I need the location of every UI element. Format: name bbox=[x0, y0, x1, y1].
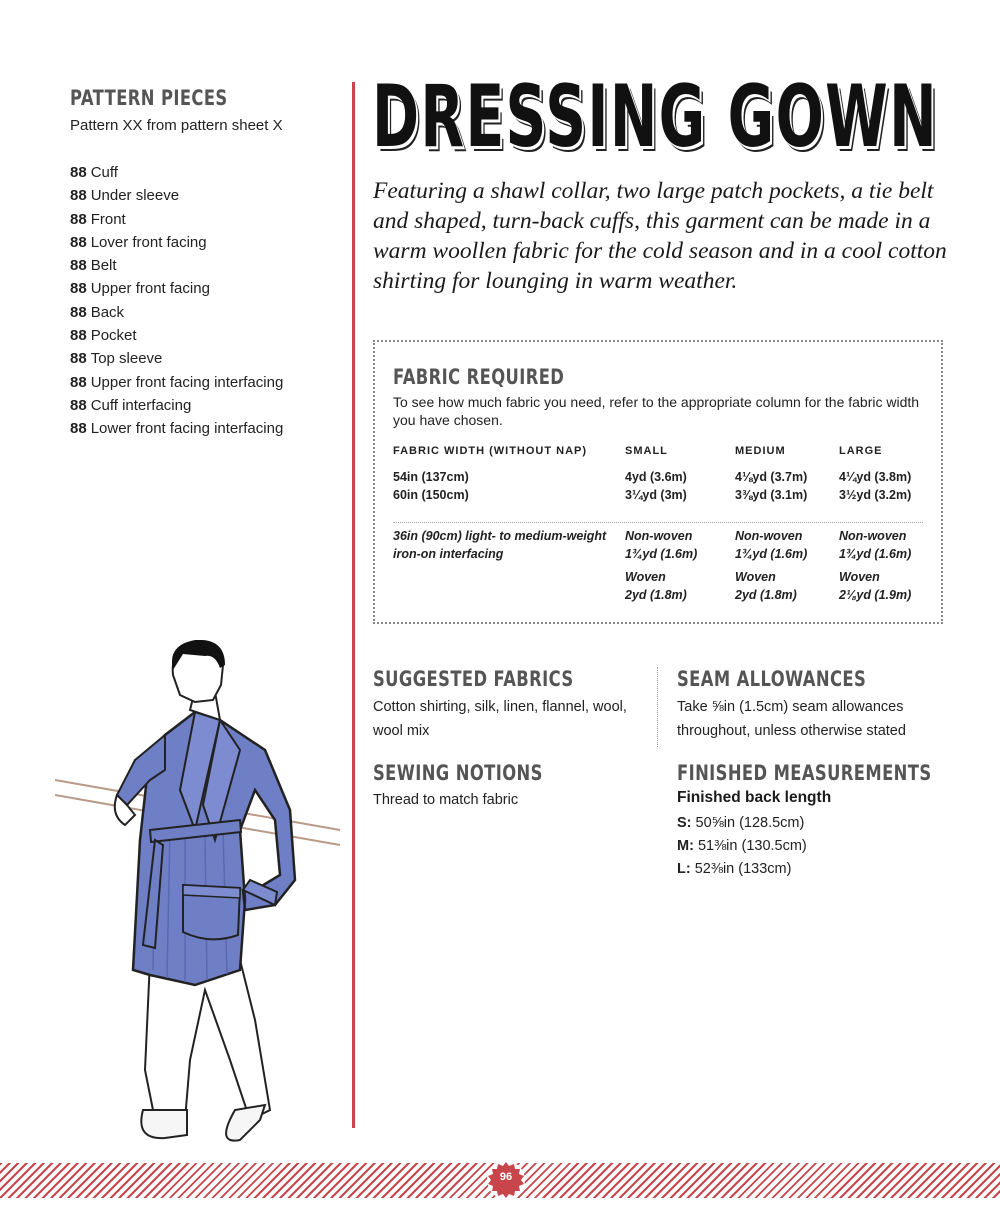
measurement-row: L: 52⅜in (133cm) bbox=[677, 861, 792, 877]
sewing-notions-heading: SEWING NOTIONS bbox=[373, 761, 543, 785]
suggested-fabrics-heading: SUGGESTED FABRICS bbox=[373, 667, 574, 691]
table-cell: 1¾yd (1.6m) bbox=[839, 547, 912, 561]
finished-measurements-heading: FINISHED MEASUREMENTS bbox=[677, 761, 932, 785]
section-divider bbox=[657, 667, 658, 747]
list-item: 88 Upper front facing interfacing bbox=[70, 373, 284, 391]
table-cell: Non-woven bbox=[625, 529, 693, 543]
sewing-notions-text: Thread to match fabric bbox=[373, 792, 519, 808]
table-cell: Woven bbox=[735, 570, 776, 584]
table-cell: iron-on interfacing bbox=[393, 547, 504, 561]
list-item: 88 Lower front facing interfacing bbox=[70, 420, 284, 438]
column-header-width: FABRIC WIDTH (WITHOUT NAP) bbox=[393, 445, 588, 457]
table-cell: 2yd (1.8m) bbox=[735, 588, 797, 602]
table-cell: 4⅛yd (3.7m) bbox=[735, 470, 808, 484]
dressing-gown-illustration bbox=[55, 640, 345, 1150]
fabric-required-description: To see how much fabric you need, refer to the appropriate column for the fabric width you have chosen. bbox=[393, 394, 920, 428]
table-cell: 1¾yd (1.6m) bbox=[625, 547, 698, 561]
list-item: 88 Front bbox=[70, 210, 126, 228]
table-cell: Woven bbox=[839, 570, 880, 584]
list-item: 88 Under sleeve bbox=[70, 187, 180, 205]
table-cell: Non-woven bbox=[839, 529, 907, 543]
table-cell: 36in (90cm) light- to medium-weight bbox=[393, 529, 607, 543]
table-cell: Woven bbox=[625, 570, 666, 584]
page-number: 96 bbox=[499, 1171, 513, 1183]
list-item: 88 Top sleeve bbox=[70, 350, 163, 368]
column-header-medium: MEDIUM bbox=[735, 445, 786, 457]
table-cell: 2⅛yd (1.9m) bbox=[839, 588, 912, 602]
column-header-large: LARGE bbox=[839, 445, 883, 457]
pattern-pieces-subheading: Pattern XX from pattern sheet X bbox=[70, 117, 283, 134]
table-cell: 1¾yd (1.6m) bbox=[735, 547, 808, 561]
list-item: 88 Upper front facing bbox=[70, 280, 210, 298]
list-item: 88 Pocket bbox=[70, 327, 137, 345]
intro-paragraph: Featuring a shawl collar, two large patch pockets, a tie belt and shaped, turn-back cuffs, this garment can be made in a warm woollen fabric for the cold season and in a cool cotton shirting for lounging in warm weather. bbox=[373, 178, 947, 294]
table-cell: 60in (150cm) bbox=[393, 488, 469, 502]
table-cell: 3⅜yd (3.1m) bbox=[735, 488, 808, 502]
finished-back-length-label: Finished back length bbox=[677, 789, 832, 806]
table-cell: Non-woven bbox=[735, 529, 803, 543]
list-item: 88 Cuff interfacing bbox=[70, 396, 192, 414]
pattern-pieces-heading: PATTERN PIECES bbox=[70, 86, 228, 110]
list-item: 88 Cuff bbox=[70, 164, 118, 181]
table-divider bbox=[393, 522, 923, 523]
table-cell: 4¼yd (3.8m) bbox=[839, 470, 912, 484]
table-cell: 54in (137cm) bbox=[393, 470, 469, 484]
seam-allowances-text: Take ⅝in (1.5cm) seam allowances throughout, unless otherwise stated bbox=[677, 699, 906, 739]
measurement-row: M: 51⅜in (130.5cm) bbox=[677, 838, 807, 854]
table-cell: 2yd (1.8m) bbox=[625, 588, 687, 602]
column-header-small: SMALL bbox=[625, 445, 668, 457]
table-cell: 3¼yd (3m) bbox=[625, 488, 687, 502]
measurement-row: S: 50⅝in (128.5cm) bbox=[677, 815, 805, 831]
list-item: 88 Back bbox=[70, 303, 125, 321]
list-item: 88 Lover front facing bbox=[70, 233, 207, 251]
table-cell: 4yd (3.6m) bbox=[625, 470, 687, 484]
suggested-fabrics-text: Cotton shirting, silk, linen, flannel, wool, wool mix bbox=[373, 699, 627, 739]
table-cell: 3½yd (3.2m) bbox=[839, 488, 912, 502]
seam-allowances-heading: SEAM ALLOWANCES bbox=[677, 667, 867, 691]
list-item: 88 Belt bbox=[70, 257, 117, 275]
fabric-required-heading: FABRIC REQUIRED bbox=[393, 365, 565, 389]
vertical-divider bbox=[352, 82, 355, 1128]
pattern-pieces-list bbox=[70, 161, 283, 441]
page-title: DRESSING GOWN bbox=[372, 67, 938, 167]
